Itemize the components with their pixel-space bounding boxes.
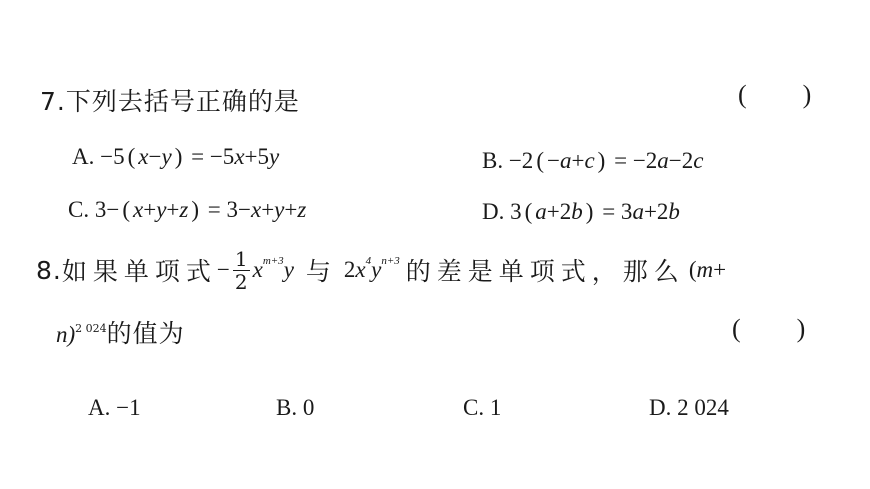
q7-option-d[interactable]: D. 3 ( a+2b ) = 3a+2b xyxy=(482,199,680,224)
q8-text-2: 与 xyxy=(305,257,332,286)
q8-option-b[interactable]: B. 0 xyxy=(276,395,315,420)
q8-expr-start: (m+ xyxy=(688,257,727,282)
q7-stem: 7.下列去括号正确的是 xyxy=(40,87,300,116)
q8-minus: − xyxy=(216,257,230,282)
q7-option-c[interactable]: C. 3− ( x+y+z ) = 3−x+y+z xyxy=(68,197,307,222)
q7-option-b[interactable]: B. −2 ( −a+c ) = −2a−2c xyxy=(482,148,704,173)
fraction-one-half xyxy=(233,248,250,293)
q8-option-a[interactable]: A. −1 xyxy=(88,395,141,420)
q8-option-d[interactable]: D. 2 024 xyxy=(649,395,729,420)
monomial-1: $x^{m+3}y$ xyxy=(252,255,294,282)
q8-text-3: 的差是单项式，那么 xyxy=(405,257,685,286)
q8-option-c[interactable]: C. 1 xyxy=(463,395,502,420)
fraction-numerator: 1 xyxy=(234,246,248,271)
q7-option-a[interactable]: A. −5 ( x−y ) = −5x+5y xyxy=(72,144,280,169)
monomial-2: $2x^4y^{n+3}$ xyxy=(343,255,400,282)
q8-expr-end: n) xyxy=(56,322,76,347)
q8-number: 8. xyxy=(36,255,62,285)
q8-stem-line1 xyxy=(36,242,726,298)
q8-text-4: 的值为 xyxy=(106,319,185,348)
q8-answer-paren[interactable]: ( ) xyxy=(732,314,806,343)
fraction-denominator: 2 xyxy=(234,269,248,294)
q8-stem-line2 xyxy=(56,314,185,350)
q7-answer-paren[interactable]: ( ) xyxy=(738,80,812,109)
q8-exponent: 2 024 xyxy=(75,321,107,335)
q8-text-1: 如果单项式 xyxy=(61,257,217,286)
